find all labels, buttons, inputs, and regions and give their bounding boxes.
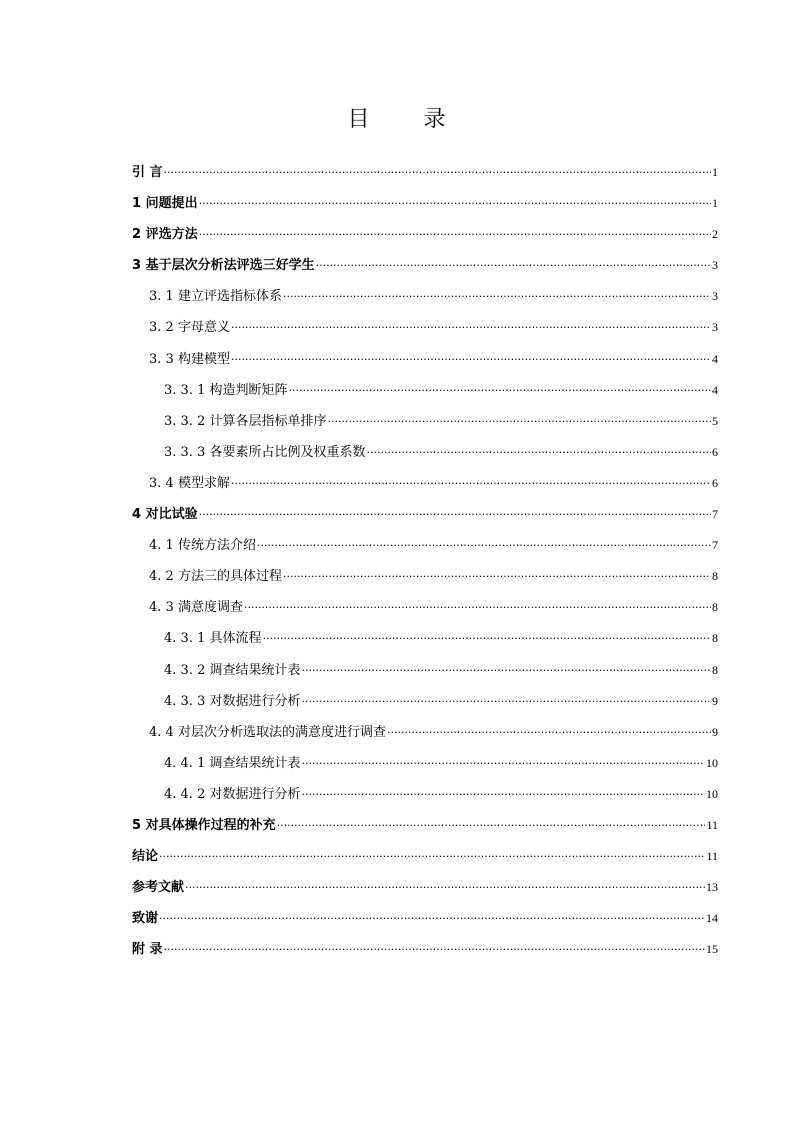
toc-page-number: 14 xyxy=(706,911,718,926)
toc-leader-dots xyxy=(288,380,711,402)
toc-entry-3-3-1[interactable] xyxy=(132,379,718,410)
toc-entry-4-3-3[interactable] xyxy=(132,690,718,721)
toc-page-number: 1 xyxy=(712,165,718,179)
toc-entry-references[interactable] xyxy=(132,876,718,907)
toc-leader-dots xyxy=(185,877,705,899)
toc-leader-dots xyxy=(301,753,705,775)
toc-page-number: 7 xyxy=(712,538,718,553)
toc-leader-dots xyxy=(316,255,711,277)
page-title xyxy=(0,102,793,133)
toc-page-number: 11 xyxy=(706,817,718,832)
toc-page-number: 8 xyxy=(712,600,718,615)
toc-leader-dots xyxy=(164,939,705,961)
toc-entry-acknowledgements[interactable] xyxy=(132,907,718,938)
toc-page-number: 6 xyxy=(712,475,718,490)
toc-entry-2[interactable] xyxy=(132,223,718,254)
toc-entry-label: 致谢 xyxy=(132,911,159,927)
toc-leader-dots xyxy=(257,535,711,557)
toc-entry-label: 4. 4. 2 对数据进行分析 xyxy=(164,786,301,802)
toc-entry-4-4-2[interactable] xyxy=(132,783,718,814)
toc-page-number: 10 xyxy=(706,755,718,770)
toc-page-number: 8 xyxy=(712,569,718,584)
toc-leader-dots xyxy=(231,349,711,371)
toc-entry-1[interactable] xyxy=(132,192,718,223)
toc-page-number: 4 xyxy=(712,351,718,366)
toc-page-number: 1 xyxy=(712,196,718,211)
toc-entry-3[interactable] xyxy=(132,254,718,285)
toc-page-number: 15 xyxy=(706,942,718,957)
toc-entry-4[interactable] xyxy=(132,503,718,534)
toc-leader-dots xyxy=(159,846,705,868)
toc-entry-label: 4 对比试验 xyxy=(132,507,198,523)
toc-entry-4-4[interactable] xyxy=(132,721,718,752)
toc-entry-label: 2 评选方法 xyxy=(132,227,198,243)
toc-entry-label: 3. 2 字母意义 xyxy=(149,320,230,336)
toc-entry-4-3-1[interactable] xyxy=(132,627,718,658)
toc-leader-dots xyxy=(199,224,711,246)
toc-entry-label: 3. 3. 2 计算各层指标单排序 xyxy=(164,413,327,429)
toc-entry-4-4-1[interactable] xyxy=(132,752,718,783)
toc-entry-label: 3. 1 建立评选指标体系 xyxy=(149,289,282,305)
toc-page-number: 4 xyxy=(712,382,718,397)
toc-entry-4-3-2[interactable] xyxy=(132,659,718,690)
toc-entry-label: 引 言 xyxy=(132,165,163,180)
toc-page-number: 8 xyxy=(712,631,718,646)
toc-entry-4-1[interactable] xyxy=(132,534,718,565)
toc-leader-dots xyxy=(283,286,711,308)
toc-entry-label: 3. 3. 1 构造判断矩阵 xyxy=(164,382,288,398)
toc-leader-dots xyxy=(231,473,711,495)
toc-entry-label: 参考文献 xyxy=(132,880,185,896)
toc-entry-label: 结论 xyxy=(132,849,159,865)
toc-entry-label: 4. 1 传统方法介绍 xyxy=(149,538,256,554)
toc-entry-3-3[interactable] xyxy=(132,348,718,379)
toc-entry-label: 3. 4 模型求解 xyxy=(149,475,230,491)
toc-leader-dots xyxy=(164,162,711,184)
toc-entry-3-3-2[interactable] xyxy=(132,410,718,441)
toc-page-number: 9 xyxy=(712,693,718,708)
toc-entry-label: 4. 3 满意度调查 xyxy=(149,600,243,616)
toc-entry-3-1[interactable] xyxy=(132,285,718,316)
toc-entry-3-4[interactable] xyxy=(132,472,718,503)
toc-page-number: 10 xyxy=(706,786,718,801)
toc-page-number: 13 xyxy=(706,880,718,895)
toc-entry-4-2[interactable] xyxy=(132,565,718,596)
toc-page-number: 8 xyxy=(712,662,718,677)
toc-entry-appendix[interactable] xyxy=(132,938,718,969)
toc-entry-label: 3. 3. 3 各要素所占比例及权重系数 xyxy=(164,444,366,460)
toc-entry-label: 4. 3. 3 对数据进行分析 xyxy=(164,693,301,709)
toc-leader-dots xyxy=(327,411,711,433)
toc-page-number: 3 xyxy=(712,289,718,304)
toc-leader-dots xyxy=(283,566,711,588)
toc-page-number: 9 xyxy=(712,724,718,739)
toc-entry-intro[interactable] xyxy=(132,161,718,192)
toc-leader-dots xyxy=(301,784,705,806)
toc-entry-conclusion[interactable] xyxy=(132,845,718,876)
toc-entry-3-3-3[interactable] xyxy=(132,441,718,472)
toc-leader-dots xyxy=(301,691,711,713)
toc-entry-label: 4. 3. 2 调查结果统计表 xyxy=(164,662,301,678)
toc-leader-dots xyxy=(199,504,711,526)
toc-leader-dots xyxy=(244,597,711,619)
page-title-char-1: 目 xyxy=(347,107,370,132)
toc-leader-dots xyxy=(159,908,705,930)
toc-entry-4-3[interactable] xyxy=(132,596,718,627)
toc-page-number: 3 xyxy=(712,258,718,273)
toc-page-number: 2 xyxy=(712,227,718,242)
toc-entry-label: 4. 3. 1 具体流程 xyxy=(164,631,262,647)
toc-page-number: 5 xyxy=(712,413,718,428)
toc-entry-label: 3 基于层次分析法评选三好学生 xyxy=(132,258,315,274)
toc-entry-label: 4. 2 方法三的具体过程 xyxy=(149,569,282,585)
toc-leader-dots xyxy=(199,193,711,215)
toc-entry-label: 3. 3 构建模型 xyxy=(149,351,230,367)
toc-entry-5[interactable] xyxy=(132,814,718,845)
toc-entry-label: 5 对具体操作过程的补充 xyxy=(132,817,276,833)
toc-entry-label: 4. 4 对层次分析选取法的满意度进行调查 xyxy=(149,724,386,740)
toc-leader-dots xyxy=(366,442,711,464)
toc-entry-3-2[interactable] xyxy=(132,316,718,347)
toc-page-number: 3 xyxy=(712,320,718,335)
toc-page-number: 6 xyxy=(712,444,718,459)
page-title-char-2: 录 xyxy=(423,107,446,132)
toc-page-number: 7 xyxy=(712,507,718,522)
table-of-contents xyxy=(132,161,718,969)
toc-leader-dots xyxy=(301,660,711,682)
toc-entry-label: 附 录 xyxy=(132,942,163,958)
toc-leader-dots xyxy=(387,722,711,744)
toc-page-number: 11 xyxy=(706,849,718,864)
toc-entry-label: 4. 4. 1 调查结果统计表 xyxy=(164,755,301,771)
toc-entry-label: 1 问题提出 xyxy=(132,196,198,212)
toc-leader-dots xyxy=(262,628,711,650)
toc-leader-dots xyxy=(231,317,711,339)
toc-leader-dots xyxy=(277,815,706,837)
